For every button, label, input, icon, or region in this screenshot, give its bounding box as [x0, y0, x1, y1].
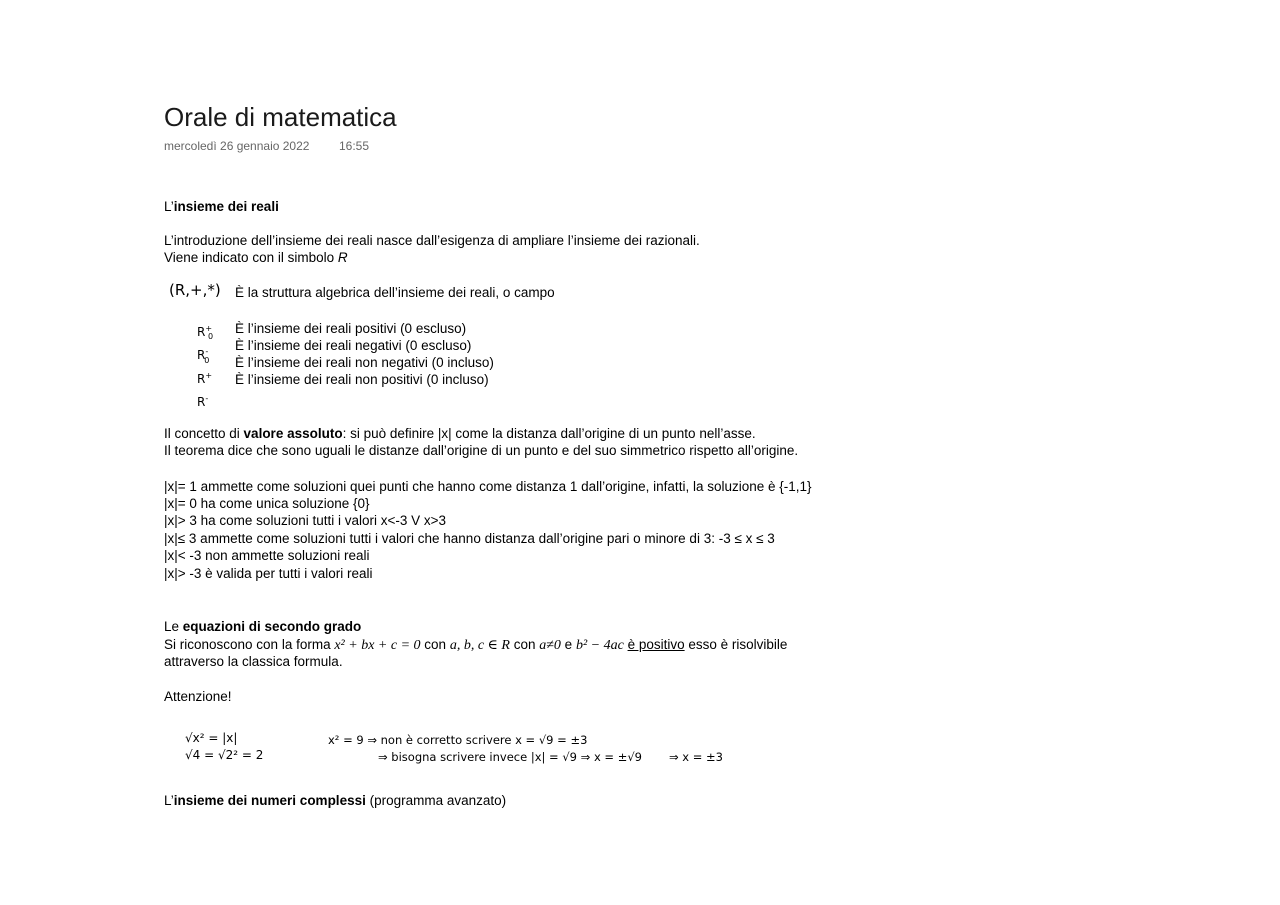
subset-line: È l’insieme dei reali non negativi (0 incluso) [235, 355, 494, 370]
hand-sqrt-abs: √x² = |x| [185, 731, 238, 745]
hand-correct-note: ⇒ bisogna scrivere invece |x| = √9 ⇒ x = ±√9 [378, 750, 642, 764]
complex-heading: L’insieme dei numeri complessi (programma avanzato) [164, 793, 507, 808]
subset-symbols [197, 320, 213, 416]
subset-symbol: R- [197, 394, 209, 410]
warning-label: Attenzione! [164, 689, 232, 704]
abs-definition: Il concetto di valore assoluto: si può definire |x| come la distanza dall’origine di un punto nell’asse. [164, 426, 756, 441]
page-date: mercoledì 26 gennaio 2022 [164, 139, 310, 153]
hand-sqrt-4: √4 = √2² = 2 [185, 748, 264, 762]
reals-heading: L’insieme dei reali [164, 199, 279, 214]
reals-intro: L’introduzione dell’insieme dei reali nasce dall’esigenza di ampliare l’insieme dei razionali. [164, 233, 700, 248]
structure-text: È la struttura algebrica dell’insieme dei reali, o campo [235, 285, 555, 300]
subset-line: È l’insieme dei reali non positivi (0 incluso) [235, 372, 489, 387]
structure-handwriting: (R,+,*) [169, 281, 221, 299]
abs-case: |x|> -3 è valida per tutti i valori reali [164, 566, 373, 581]
quadratic-form-line-2: attraverso la classica formula. [164, 654, 343, 669]
abs-case: |x|= 0 ha come unica soluzione {0} [164, 496, 370, 511]
subset-symbol: $R^+_0$ [197, 324, 214, 342]
page-time: 16:55 [339, 139, 370, 153]
abs-case: |x|< -3 non ammette soluzioni reali [164, 548, 370, 563]
abs-case: |x|> 3 ha come soluzioni tutti i valori x<-3 V x>3 [164, 513, 447, 528]
subset-line: È l’insieme dei reali negativi (0 escluso) [235, 338, 472, 353]
subset-symbol: R+ [197, 370, 213, 386]
abs-case: |x|≤ 3 ammette come soluzioni tutti i valori che hanno distanza dall’origine pari o minore di 3: -3 ≤ x ≤ 3 [164, 531, 775, 546]
subset-line: È l’insieme dei reali positivi (0 escluso) [235, 321, 467, 336]
hand-wrong-note: x² = 9 ⇒ non è corretto scrivere x = √9 = ±3 [328, 733, 588, 747]
quadratic-form-line: Si riconoscono con la forma x² + bx + c = 0 con a, b, c ∈ R con a≠0 e b² − 4ac è positivo esso è risolvibile [164, 637, 788, 653]
abs-case: |x|= 1 ammette come soluzioni quei punti che hanno come distanza 1 dall’origine, infatti, la soluzione è {-1,1} [164, 479, 812, 494]
reals-symbol-line: Viene indicato con il simbolo R [164, 250, 348, 265]
page-title: Orale di matematica [164, 102, 397, 132]
hand-result: ⇒ x = ±3 [669, 750, 723, 764]
abs-theorem: Il teorema dice che sono uguali le distanze dall’origine di un punto e del suo simmetrico rispetto all’origine. [164, 443, 799, 458]
subset-symbol: $R^-_0$ [197, 347, 210, 365]
quadratic-heading: Le equazioni di secondo grado [164, 619, 362, 634]
